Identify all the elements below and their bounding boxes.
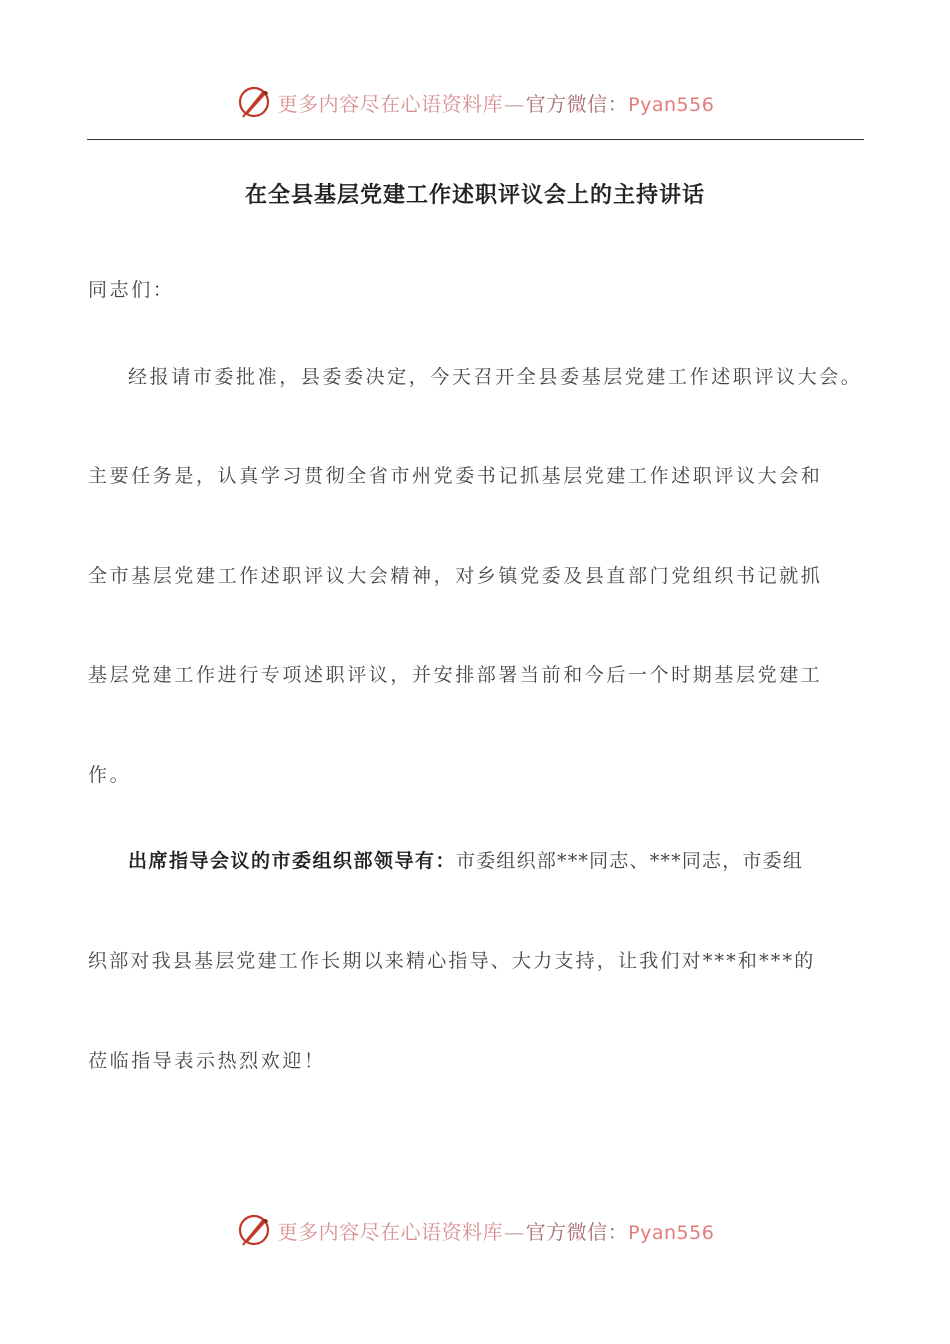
footer-official-text: 官方微信： <box>525 1219 629 1244</box>
banner-site-text: 更多内容尽在心语资料库 <box>277 91 504 116</box>
banner-dash: — <box>504 91 525 116</box>
paragraph2-line-1 <box>128 846 868 873</box>
paragraph2-lead: 出席指导会议的市委组织部领导有： <box>128 850 457 872</box>
banner-handle: Pyan556 <box>628 93 715 116</box>
quill-logo-icon <box>236 1212 272 1248</box>
header-rule <box>87 139 864 140</box>
banner-text <box>278 88 715 117</box>
footer-dash: — <box>504 1219 525 1244</box>
footer-site-text: 更多内容尽在心语资料库 <box>277 1219 504 1244</box>
paragraph1-line-5: 作。 <box>88 764 132 786</box>
footer-handle: Pyan556 <box>628 1221 715 1244</box>
paragraph1-line-1: 经报请市委批准，县委委决定，今天召开全县委基层党建工作述职评议大会。 <box>128 366 863 388</box>
paragraph1-line-2: 主要任务是，认真学习贯彻全省市州党委书记抓基层党建工作述职评议大会和 <box>88 465 823 487</box>
paragraph2-first-rest: 市委组织部***同志、***同志，市委组 <box>456 850 804 872</box>
document-title: 在全县基层党建工作述职评议会上的主持讲话 <box>244 182 705 208</box>
banner-content <box>236 84 715 120</box>
footer-banner-text <box>278 1216 715 1245</box>
banner-official-text: 官方微信： <box>525 91 629 116</box>
paragraph1-line-4: 基层党建工作进行专项述职评议，并安排部署当前和今后一个时期基层党建工 <box>88 664 823 686</box>
footer-banner-content <box>236 1212 715 1248</box>
paragraph2-line-2: 织部对我县基层党建工作长期以来精心指导、大力支持，让我们对***和***的 <box>88 950 816 972</box>
salutation: 同志们： <box>88 279 175 301</box>
header-banner <box>0 82 950 122</box>
paragraph2-line-3: 莅临指导表示热烈欢迎！ <box>88 1050 326 1072</box>
paragraph1-line-3: 全市基层党建工作述职评议大会精神，对乡镇党委及县直部门党组织书记就抓 <box>88 565 823 587</box>
quill-logo-icon <box>236 84 272 120</box>
footer-banner <box>0 1210 950 1250</box>
